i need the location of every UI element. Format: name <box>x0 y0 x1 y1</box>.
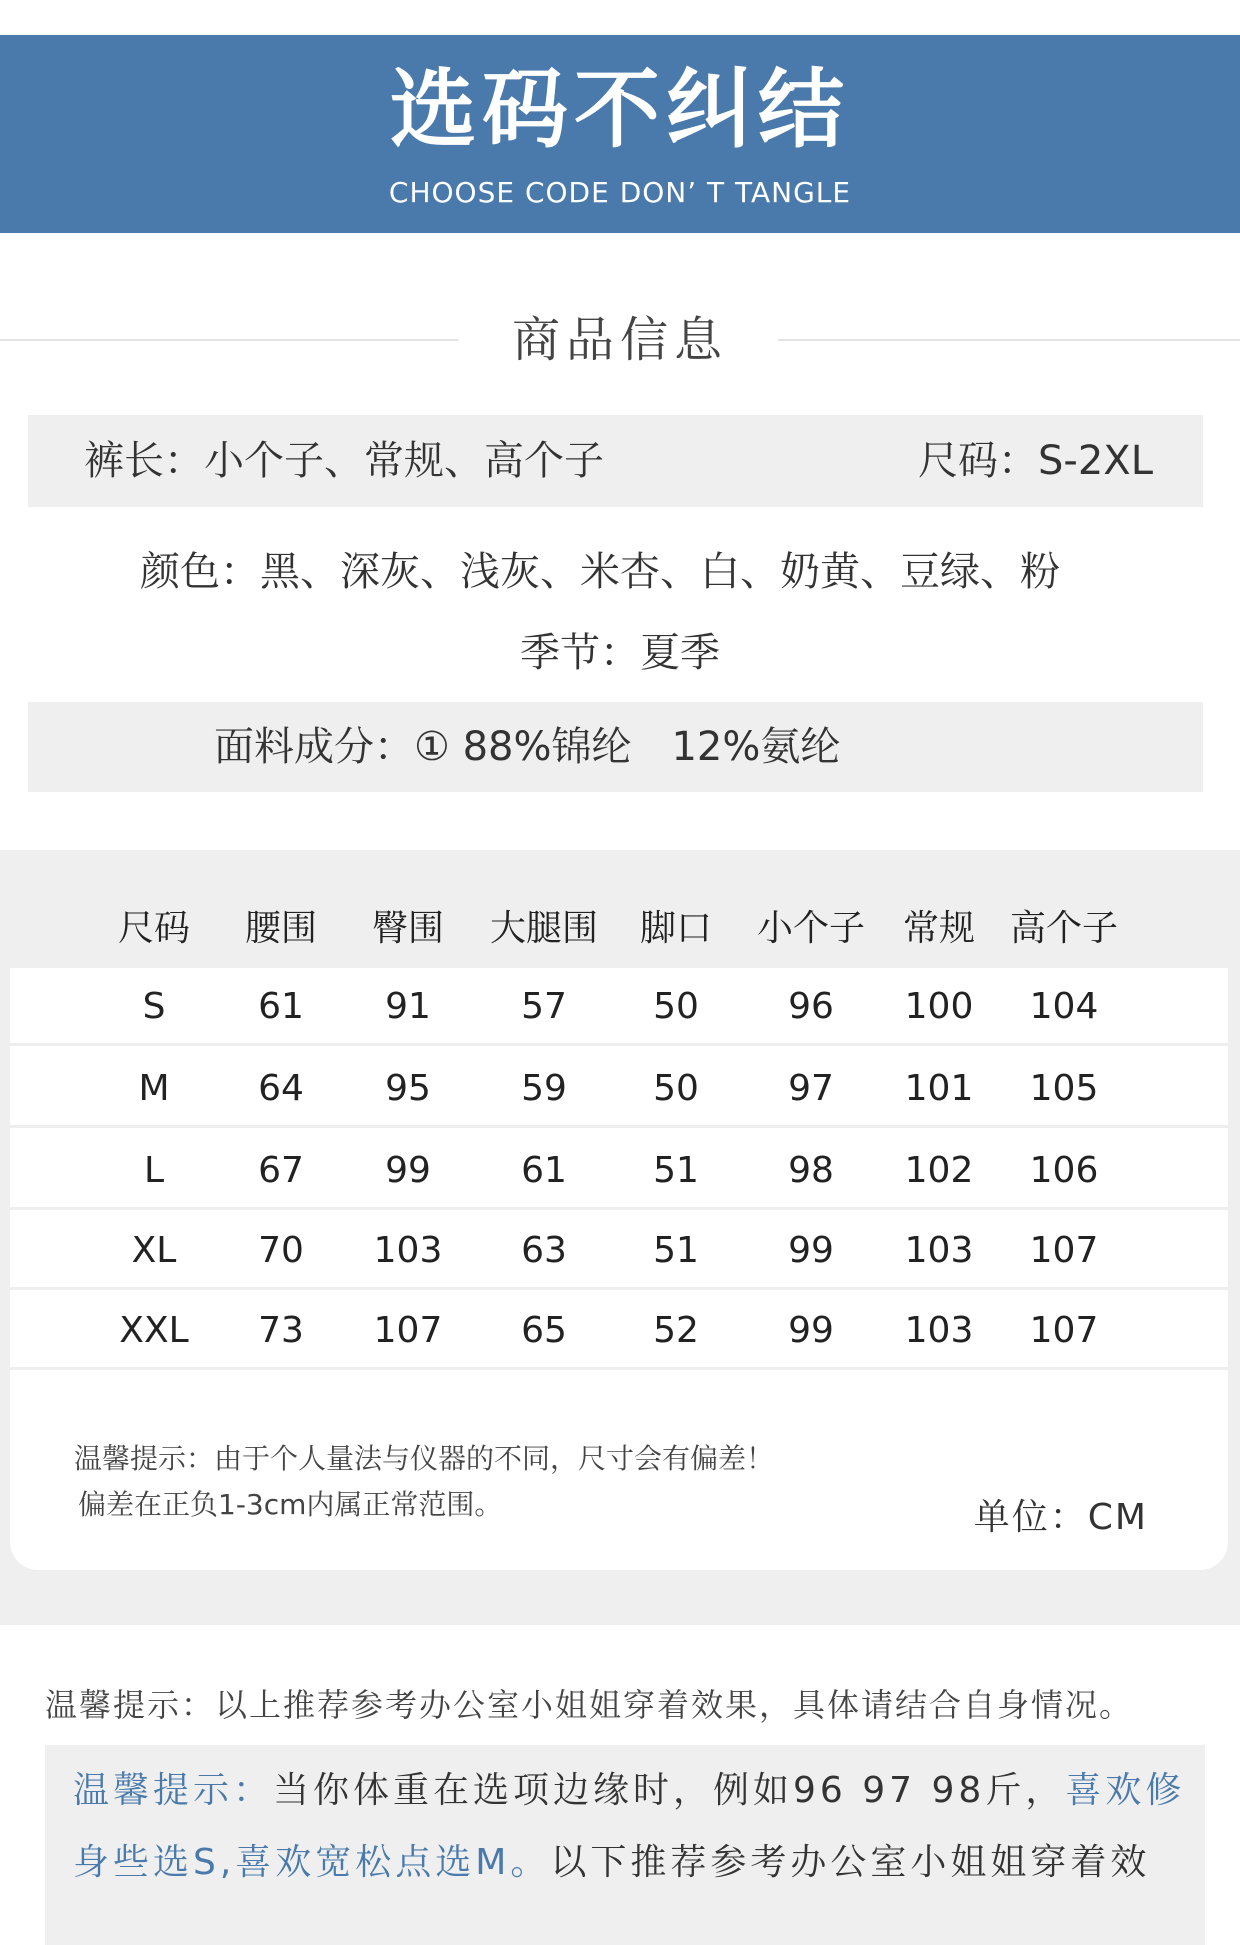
table-cell: 99 <box>788 1310 834 1351</box>
row-divider <box>10 1287 1228 1290</box>
table-cell: 51 <box>653 1150 699 1191</box>
table-cell: 63 <box>521 1230 567 1271</box>
table-cell: 103 <box>904 1230 974 1271</box>
table-cell: 52 <box>653 1310 699 1351</box>
row-divider <box>10 1367 1228 1370</box>
table-cell: 107 <box>1029 1230 1099 1271</box>
table-row <box>10 1132 1228 1210</box>
section-heading <box>0 305 1240 375</box>
row-divider <box>10 1207 1228 1210</box>
table-note-line1: 温馨提示：由于个人量法与仪器的不同，尺寸会有偏差！ <box>74 1442 775 1475</box>
tip-box-line1-main: 当你体重在选项边缘时，例如96 97 98斤， <box>273 1770 1066 1811</box>
table-cell: 105 <box>1029 1068 1099 1109</box>
table-cell: XL <box>131 1230 177 1271</box>
table-cell: 65 <box>521 1310 567 1351</box>
divider-right <box>778 339 1240 341</box>
header-cell: 小个子 <box>756 908 866 949</box>
size-table-section <box>0 850 1240 1625</box>
tip-box-line2-blue: 身些选S,喜欢宽松点选M。 <box>73 1842 551 1883</box>
table-cell: 98 <box>788 1150 834 1191</box>
table-cell: L <box>143 1150 165 1191</box>
table-cell: 102 <box>904 1150 974 1191</box>
table-row <box>10 968 1228 1046</box>
table-cell: 70 <box>258 1230 304 1271</box>
table-cell: 106 <box>1029 1150 1099 1191</box>
info-bar-length-size <box>28 415 1203 507</box>
table-cell: 104 <box>1029 986 1099 1027</box>
tip-box-line1-blue: 喜欢修 <box>1065 1770 1186 1811</box>
header-cell: 大腿围 <box>489 908 599 949</box>
section-title: 商品信息 <box>511 312 728 368</box>
table-cell: 103 <box>373 1230 443 1271</box>
table-cell: 50 <box>653 986 699 1027</box>
header-cell: 脚口 <box>639 908 713 949</box>
info-bar-fabric <box>28 702 1203 792</box>
table-row <box>10 1050 1228 1128</box>
header-cell: 腰围 <box>244 908 318 949</box>
table-cell: 50 <box>653 1068 699 1109</box>
table-cell: 64 <box>258 1068 304 1109</box>
table-cell: 97 <box>788 1068 834 1109</box>
info-length: 裤长：小个子、常规、高个子 <box>84 438 604 484</box>
table-cell: 101 <box>904 1068 974 1109</box>
table-cell: 99 <box>385 1150 431 1191</box>
table-cell: S <box>142 986 166 1027</box>
table-cell: 100 <box>904 986 974 1027</box>
banner-title: 选码不纠结 <box>390 60 850 160</box>
table-cell: 51 <box>653 1230 699 1271</box>
table-note-line2: 偏差在正负1-3cm内属正常范围。 <box>78 1488 503 1521</box>
row-divider <box>10 1125 1228 1128</box>
tip-plain-text: 温馨提示：以上推荐参考办公室小姐姐穿着效果，具体请结合自身情况。 <box>45 1686 1134 1724</box>
tip-box-line1 <box>73 1763 1185 1819</box>
table-cell: 67 <box>258 1150 304 1191</box>
banner-subtitle: CHOOSE CODE DON’ T TANGLE <box>388 176 852 209</box>
table-cell: 107 <box>373 1310 443 1351</box>
tip-box-label: 温馨提示： <box>73 1770 274 1811</box>
table-cell: 73 <box>258 1310 304 1351</box>
table-cell: 95 <box>385 1068 431 1109</box>
row-divider <box>10 1043 1228 1046</box>
table-cell: 99 <box>788 1230 834 1271</box>
header-cell: 尺码 <box>117 908 191 949</box>
header-banner <box>0 35 1240 233</box>
table-row <box>10 1292 1228 1370</box>
size-table-card <box>10 890 1228 1570</box>
table-cell: 107 <box>1029 1310 1099 1351</box>
info-size-range: 尺码：S-2XL <box>918 438 1153 484</box>
table-cell: XXL <box>119 1310 189 1351</box>
table-cell: 61 <box>521 1150 567 1191</box>
tip-box-line2-main: 以下推荐参考办公室小姐姐穿着效 <box>550 1842 1151 1883</box>
table-cell: 103 <box>904 1310 974 1351</box>
tip-box-line2 <box>73 1835 1150 1891</box>
unit-label: 单位：CM <box>973 1497 1148 1538</box>
header-cell: 常规 <box>902 908 976 949</box>
header-cell: 高个子 <box>1009 908 1119 949</box>
table-cell: M <box>138 1068 170 1109</box>
table-row <box>10 1212 1228 1290</box>
info-season: 季节：夏季 <box>520 630 720 676</box>
table-cell: 96 <box>788 986 834 1027</box>
table-cell: 57 <box>521 986 567 1027</box>
table-cell: 61 <box>258 986 304 1027</box>
table-header <box>10 890 1228 968</box>
tip-box <box>45 1745 1205 1945</box>
info-fabric: 面料成分：① 88%锦纶 12%氨纶 <box>214 724 841 770</box>
table-cell: 59 <box>521 1068 567 1109</box>
table-cell: 91 <box>385 986 431 1027</box>
header-cell: 臀围 <box>371 908 445 949</box>
info-colors: 颜色：黑、深灰、浅灰、米杏、白、奶黄、豆绿、粉 <box>140 549 1060 595</box>
